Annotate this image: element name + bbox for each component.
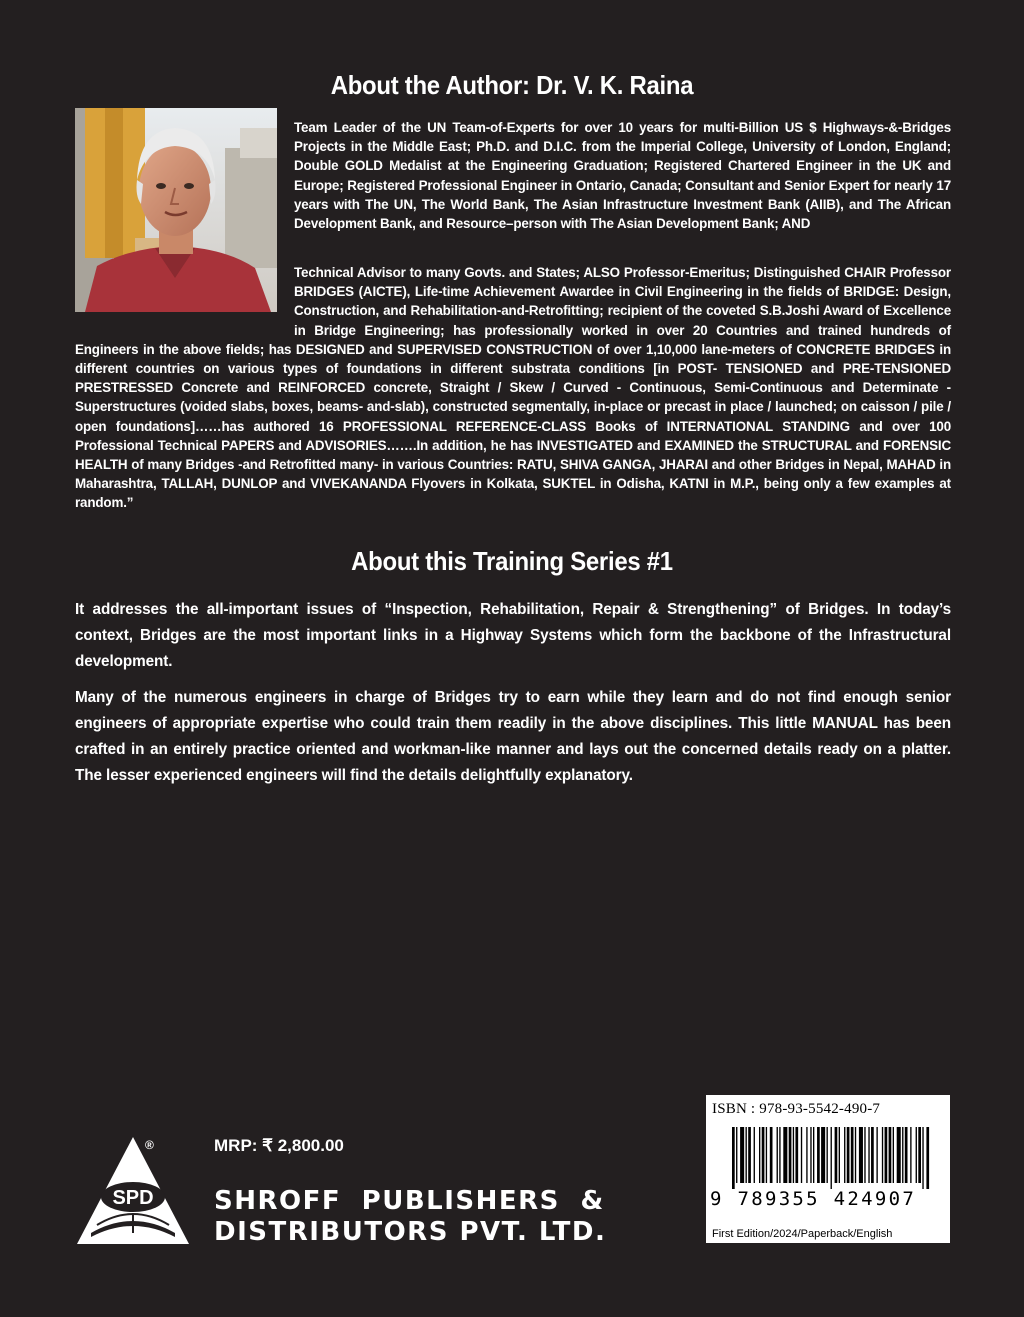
- photo-wrap-spacer: [75, 263, 294, 321]
- publisher-name-line-2: DISTRIBUTORS PVT. LTD.: [214, 1217, 607, 1247]
- barcode-bar: [827, 1127, 828, 1183]
- author-bio-paragraph-2-block: [75, 263, 951, 513]
- barcode-bar: [844, 1127, 845, 1183]
- barcode-bar: [810, 1127, 811, 1183]
- barcode-bar: [736, 1127, 737, 1183]
- series-section-title: About this Training Series #1: [351, 546, 673, 576]
- barcode-bar: [839, 1127, 840, 1183]
- spd-logo-icon: [75, 1133, 191, 1247]
- isbn-number: ISBN : 978-93-5542-490-7: [712, 1101, 881, 1117]
- barcode-bar: [813, 1127, 814, 1183]
- barcode-bar: [868, 1127, 869, 1183]
- barcode-bar: [910, 1127, 911, 1183]
- barcode-icon: [706, 1127, 950, 1189]
- barcode-bar: [859, 1127, 863, 1183]
- barcode-bar: [746, 1127, 747, 1183]
- barcode-bar: [748, 1127, 751, 1183]
- barcode-bar: [783, 1127, 787, 1183]
- barcode-bar: [851, 1127, 854, 1183]
- barcode-bar: [835, 1127, 838, 1183]
- barcode-bar: [762, 1127, 765, 1183]
- barcode-bar: [847, 1127, 850, 1183]
- barcode-bar: [789, 1127, 792, 1183]
- barcode-bar: [926, 1127, 929, 1189]
- barcode-bar: [905, 1127, 908, 1183]
- edition-info: First Edition/2024/Paperback/English: [712, 1228, 893, 1240]
- registered-mark: ®: [145, 1138, 154, 1152]
- logo-text: SPD: [112, 1187, 154, 1209]
- barcode-bar: [759, 1127, 760, 1183]
- barcode-bar: [795, 1127, 798, 1183]
- barcode-bar: [893, 1127, 894, 1183]
- barcode-bar: [732, 1127, 735, 1189]
- barcode-bar: [889, 1127, 892, 1183]
- barcode-bar: [871, 1127, 874, 1183]
- barcode-bar: [855, 1127, 856, 1183]
- author-bio-paragraph-1: Team Leader of the UN Team-of-Experts for over 10 years for multi-Billion US $ Highways-&-Bridges Projects in the Middle East; Ph.D. and D.I.C. from the Imperial College, University of London, England; Double GOLD Medalist at the Engineering Graduation; Registered Chartered Engineer in the UK and Europe; Registered Professional Engineer in Ontario, Canada; Consultant and Senior Expert for nearly 17 years with The UN, The World Bank, The Asian Infrastructure Investment Bank (AIIB), and The African Development Bank, and Resource–person with The Asian Development Bank; AND: [294, 120, 951, 232]
- barcode-bar: [821, 1127, 825, 1183]
- barcode-bar: [740, 1127, 744, 1183]
- barcode-bar: [916, 1127, 917, 1183]
- barcode-bar: [777, 1127, 778, 1183]
- author-bio-paragraph-2: Technical Advisor to many Govts. and States; ALSO Professor-Emeritus; Distinguished CHAIR Professor BRIDGES (AICTE), Life-time Achievement Awardee in Civil Engineering in the fields of BRIDGE: Design, Construction, and Rehabilitation-and-Retrofitting; recipient of the coveted S.B.Joshi Award of Excellence in Bridge Engineering; has professionally worked in over 20 Countries and trained hundreds of Engineers in the above fields; has DESIGNED and SUPERVISED CONSTRUCTION of over 1,10,000 lane-meters of CONCRETE BRIDGES in different countries on various types of foundations in different substrata conditions [in POST- TENSIONED and PRE-TENSIONED PRESTRESSED Concrete and REINFORCED concrete, Straight / Skew / Curved - Continuous, Semi-Continuous and Determinate - Superstructures (voided slabs, boxes, beams- and-slab), constructed segmentally, in-place or precast in place / launched; on caisson / pile / open foundations]……has authored 16 PROFESSIONAL REFERENCE-CLASS Books of INTERNATIONAL STANDING and over 100 Professional Technical PAPERS and ADVISORIES…….In addition, he has INVESTIGATED and EXAMINED the STRUCTURAL and FORENSIC HEALTH of many Bridges -and Retrofitted many- in various Countries: RATU, SHIVA GANGA, JHARAI and other Bridges in Nepal, MAHAD in Maharashtra, TALLAH, DUNLOP and VIVEKANANDA Flyovers in Kolkata, SUKTEL in Odisha, KATNI in M.P., being only a few examples at random.”: [75, 265, 951, 511]
- barcode-bar: [864, 1127, 865, 1183]
- barcode-bar: [754, 1127, 755, 1183]
- barcode-bar: [897, 1127, 901, 1183]
- barcode-bar: [770, 1127, 773, 1183]
- publisher-name-line-1: SHROFF PUBLISHERS &: [214, 1186, 605, 1216]
- barcode-bar: [779, 1127, 780, 1183]
- mrp-price: MRP: ₹ 2,800.00: [214, 1136, 344, 1155]
- barcode-bar: [922, 1127, 923, 1189]
- barcode-bar: [766, 1127, 767, 1183]
- barcode-bar: [793, 1127, 794, 1183]
- barcode-bar: [876, 1127, 877, 1183]
- barcode-bar: [806, 1127, 807, 1183]
- barcode-bar: [902, 1127, 903, 1183]
- author-section-title: About the Author: Dr. V. K. Raina: [330, 70, 694, 100]
- barcode-bar: [817, 1127, 820, 1183]
- barcode-bar: [882, 1127, 883, 1183]
- barcode-bar: [885, 1127, 888, 1183]
- series-paragraph-2: Many of the numerous engineers in charge of Bridges try to earn while they learn and do not find enough senior engineers of appropriate expertise who could train them readily in the above disciplines. This little MANUAL has been crafted in an entirely practice oriented and workman-like manner and lays out the concerned details ready on a platter. The lesser experienced engineers will find the details delightfully explanatory.: [75, 689, 951, 784]
- barcode-bar: [801, 1127, 802, 1183]
- isbn-block: [706, 1095, 950, 1243]
- series-paragraph-1: It addresses the all-important issues of “Inspection, Rehabilitation, Repair & Strengthening” of Bridges. In today’s context, Bridges are the most important links in a Highway Systems which form the backbone of the Infrastructural development.: [75, 601, 951, 670]
- barcode-bar: [831, 1127, 832, 1189]
- barcode-bar: [918, 1127, 921, 1183]
- barcode-digits: 9 789355 424907: [710, 1188, 917, 1210]
